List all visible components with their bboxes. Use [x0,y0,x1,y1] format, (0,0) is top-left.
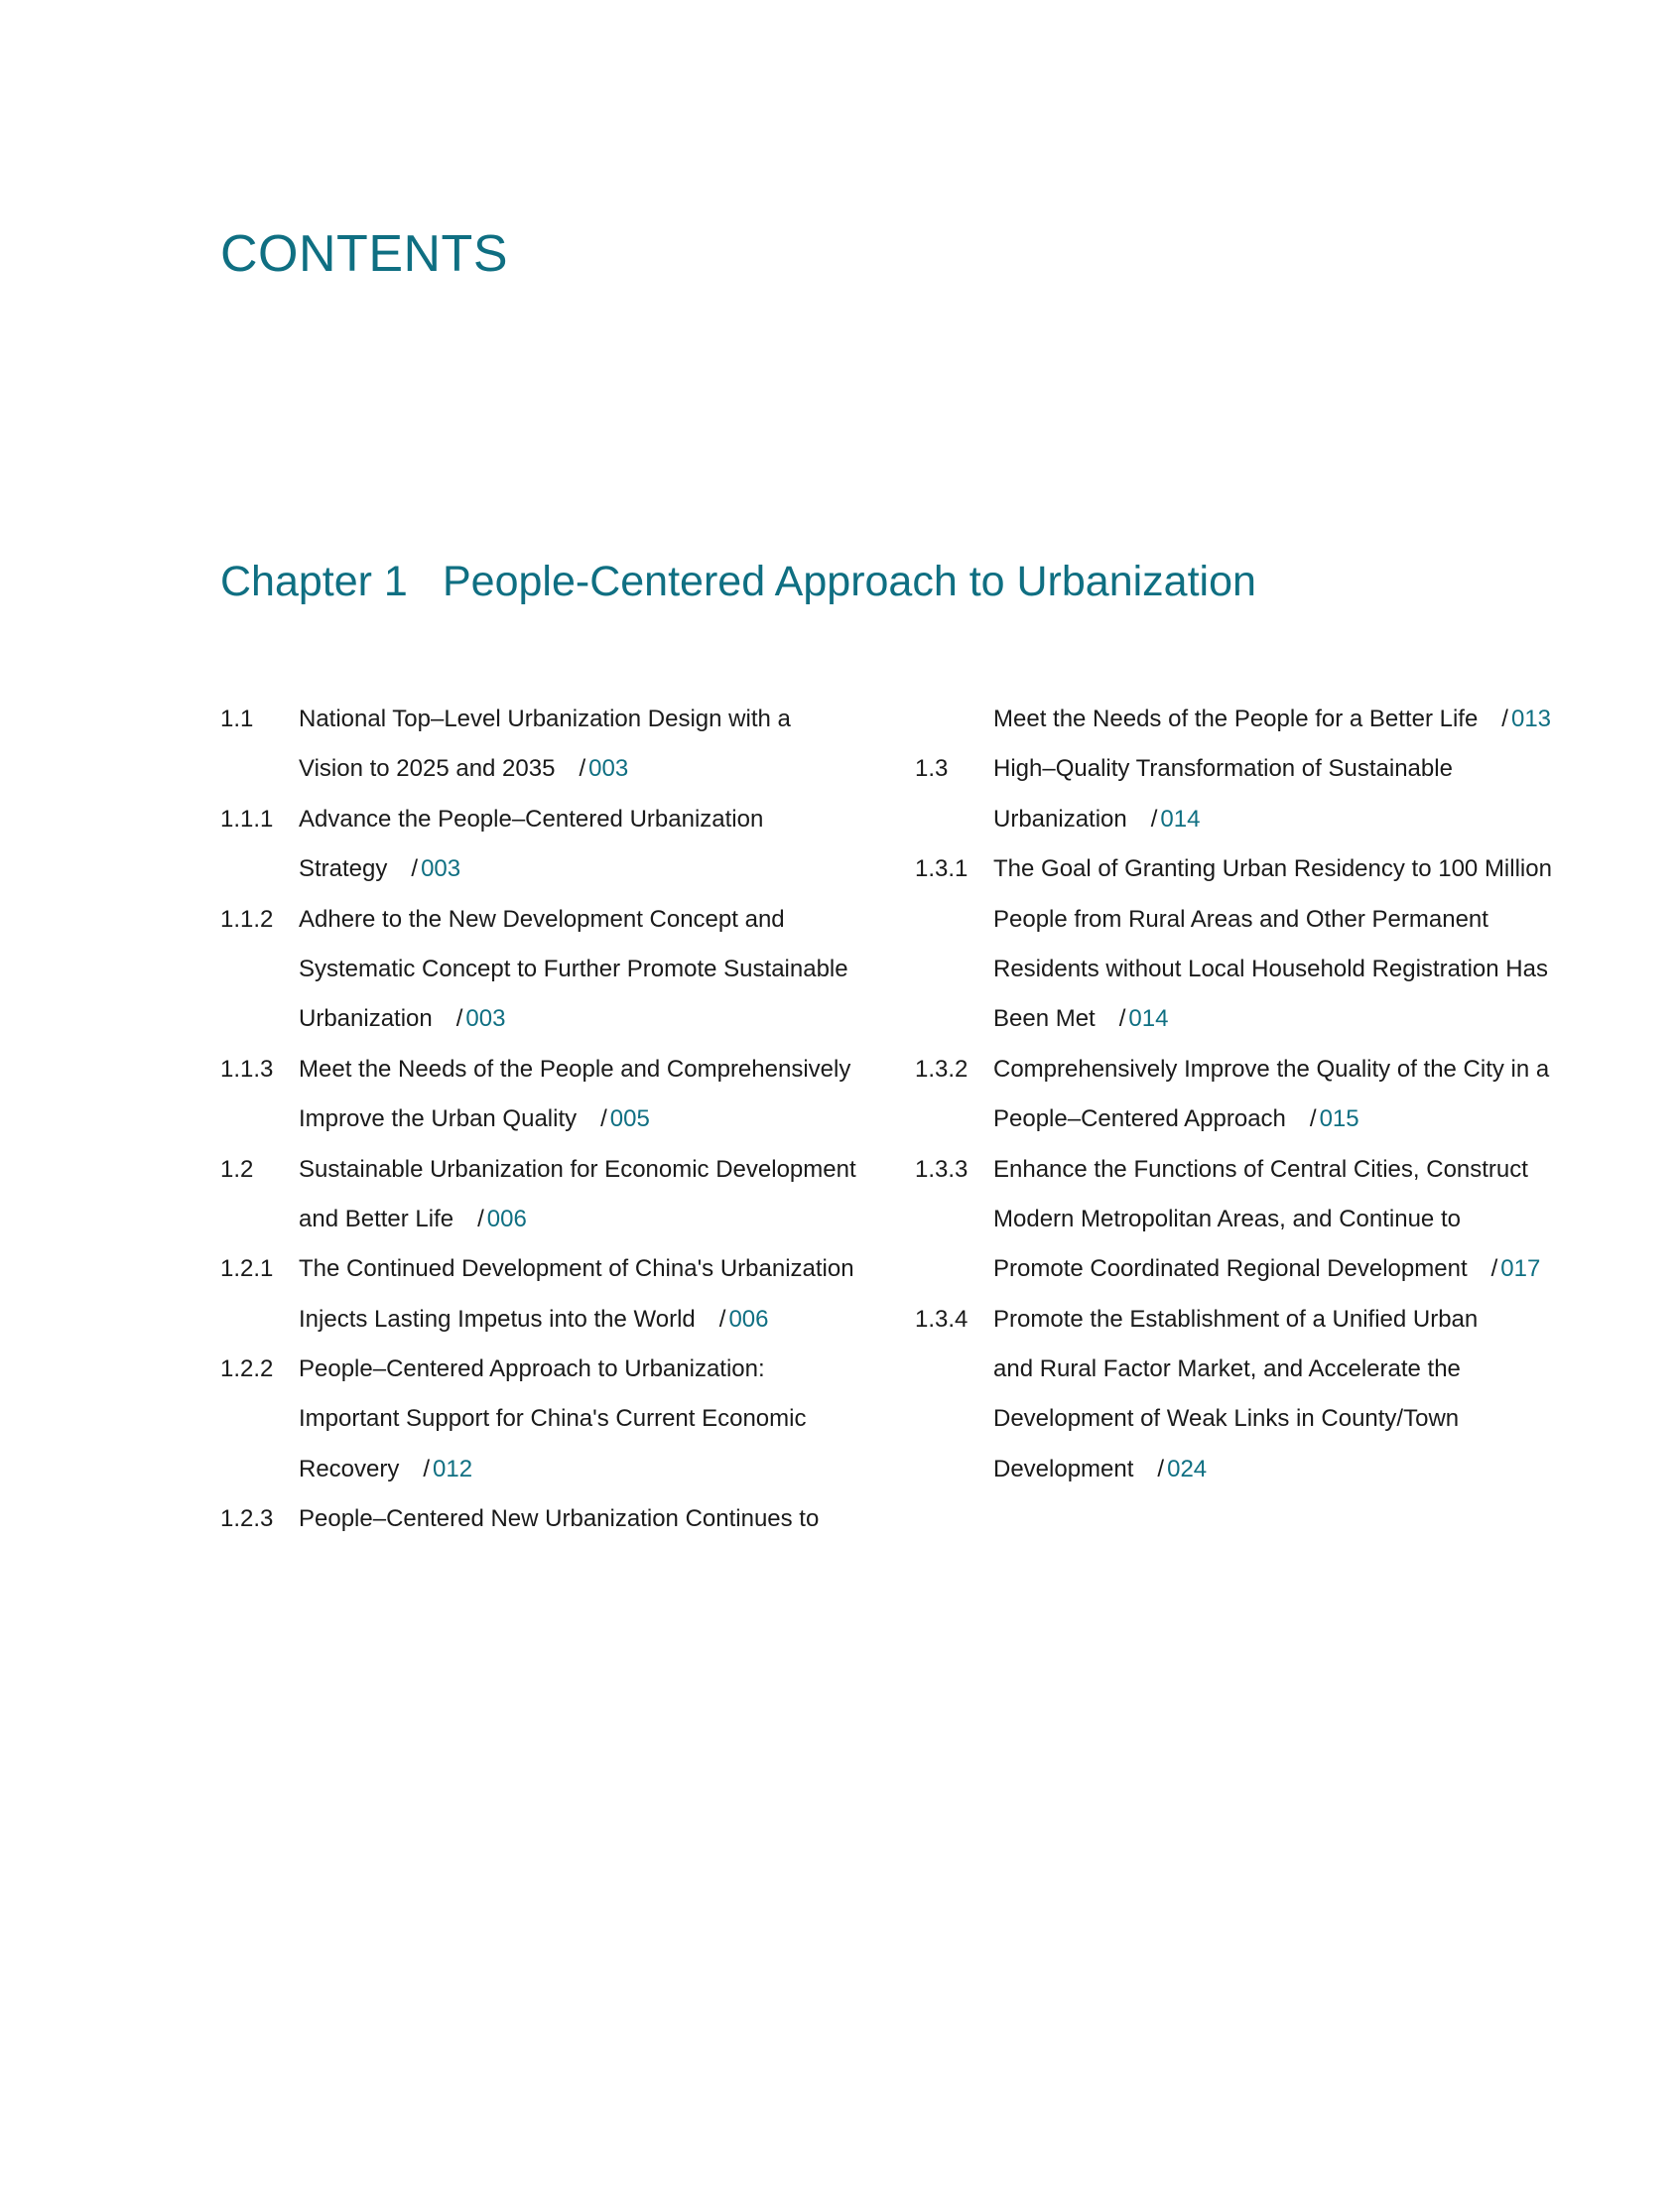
toc-line [220,795,865,844]
toc-section-number [915,1094,993,1144]
toc-line [220,895,865,945]
toc-page-ref [477,1195,527,1244]
toc-entry-text: Improve the Urban Quality [299,1105,578,1133]
toc-entry-text: Injects Lasting Impetus into the World [299,1305,696,1333]
toc-line [220,695,865,744]
toc-section-number [220,1445,299,1494]
toc-page-number: 003 [588,755,629,783]
toc-section-number [220,744,299,794]
toc-page-number: 006 [486,1205,527,1232]
toc-section-number [915,695,993,744]
toc-page-number: 014 [1160,805,1201,833]
toc-section-number [915,895,993,945]
toc-entry-text: Sustainable Urbanization for Economic Development [299,1155,856,1183]
toc-page-number: 015 [1319,1105,1359,1133]
toc-line [915,1244,1560,1294]
toc-page-ref [1119,994,1169,1044]
chapter-number: Chapter 1 [220,558,408,605]
toc-line [220,945,865,994]
toc-section-number [220,1094,299,1144]
toc-entry-text: Meet the Needs of the People for a Better Life [993,706,1479,732]
page-ref-slash: / [1501,706,1508,732]
toc-page-ref [456,994,506,1044]
toc-section-number: 1.2.3 [220,1505,274,1533]
toc-entry-text: The Goal of Granting Urban Residency to 100 Million [993,855,1552,883]
toc-line [220,744,865,794]
toc-line [220,1295,865,1345]
toc-line [220,844,865,894]
toc-page-ref [1310,1094,1359,1144]
page-ref-slash: / [1150,805,1158,833]
toc-line [220,1394,865,1444]
toc-section-number [220,994,299,1044]
toc-entry-text: Development of Weak Links in County/Town [993,1405,1460,1433]
toc-section-number [220,945,299,994]
toc-page-number: 006 [728,1305,769,1333]
toc-line [220,1195,865,1244]
toc-section-number: 1.3.4 [915,1305,969,1333]
toc-page-ref [600,1094,650,1144]
toc-section-number: 1.3.2 [915,1055,969,1083]
chapter-heading [220,558,1256,605]
toc-entry-text: Recovery [299,1455,400,1482]
toc-entry-text: Adhere to the New Development Concept and [299,905,785,933]
toc-page-number: 005 [609,1105,650,1133]
toc-page-number: 012 [433,1455,473,1482]
toc-entry-text: Vision to 2025 and 2035 [299,755,556,783]
toc-section-number [915,1394,993,1444]
toc-entry-text: People from Rural Areas and Other Permanent [993,905,1488,933]
toc-entry-text: Urbanization [993,805,1127,833]
toc-entry-text: Enhance the Functions of Central Cities, Construct [993,1155,1528,1183]
contents-title: CONTENTS [220,225,508,283]
page-ref-slash: / [1157,1455,1165,1482]
toc-section-number: 1.1.2 [220,905,274,933]
toc-section-number [915,945,993,994]
toc-page-ref [719,1295,769,1345]
page-ref-slash: / [411,855,419,883]
page-ref-slash: / [477,1205,484,1232]
toc-entry-text: Been Met [993,1005,1096,1033]
toc-line [915,994,1560,1044]
page-ref-slash: / [1309,1105,1317,1133]
toc-entry-text: Meet the Needs of the People and Comprehensively [299,1055,851,1083]
toc-line [915,945,1560,994]
toc-right-column [915,695,1560,1494]
toc-entry-text: Comprehensively Improve the Quality of the City in a [993,1055,1550,1083]
toc-line [915,1295,1560,1345]
toc-section-number [915,1445,993,1494]
toc-line [915,895,1560,945]
toc-page-ref [579,744,628,794]
toc-entry-text: Important Support for China's Current Economic [299,1405,807,1433]
toc-page-ref [411,844,460,894]
toc-page-number: 014 [1128,1005,1169,1033]
toc-line [220,1094,865,1144]
page-ref-slash: / [423,1455,431,1482]
toc-section-number: 1.2.1 [220,1255,274,1283]
page-ref-slash: / [718,1305,726,1333]
toc-entry-text: and Rural Factor Market, and Accelerate the [993,1355,1461,1383]
toc-page-ref [1501,695,1551,744]
toc-section-number: 1.1 [220,706,254,732]
toc-entry-text: People–Centered Approach [993,1105,1286,1133]
page-ref-slash: / [579,755,586,783]
toc-section-number [220,844,299,894]
toc-section-number: 1.1.1 [220,805,274,833]
toc-entry-text: Strategy [299,855,388,883]
toc-line [220,1244,865,1294]
toc-section-number [220,1195,299,1244]
toc-page-number: 017 [1500,1255,1541,1283]
toc-line [915,795,1560,844]
toc-entry-text: National Top–Level Urbanization Design with a [299,706,791,732]
toc-line [220,1445,865,1494]
page-ref-slash: / [600,1105,607,1133]
toc-section-number [915,1345,993,1394]
toc-section-number [915,795,993,844]
toc-line [220,1345,865,1394]
toc-line [915,1045,1560,1094]
toc-line [220,1494,865,1544]
toc-line [915,1195,1560,1244]
toc-left-column [220,695,865,1545]
toc-entry-text: Advance the People–Centered Urbanization [299,805,764,833]
toc-line [915,1094,1560,1144]
toc-section-number [915,1195,993,1244]
chapter-title: People-Centered Approach to Urbanization [443,558,1256,605]
toc-page-number: 003 [465,1005,506,1033]
toc-entry-text: and Better Life [299,1205,454,1232]
toc-section-number: 1.3 [915,755,949,783]
toc-line [915,1145,1560,1195]
toc-section-number: 1.1.3 [220,1055,274,1083]
toc-section-number: 1.2.2 [220,1355,274,1383]
toc-section-number [220,1295,299,1345]
toc-page-number: 024 [1167,1455,1208,1482]
toc-line [915,1394,1560,1444]
toc-entry-text: Promote Coordinated Regional Development [993,1255,1468,1283]
toc-line [915,744,1560,794]
toc-line [220,1145,865,1195]
toc-page-ref [1491,1244,1541,1294]
toc-entry-text: Promote the Establishment of a Unified Urban [993,1305,1479,1333]
toc-section-number [915,1244,993,1294]
toc-line [915,695,1560,744]
toc-entry-text: People–Centered New Urbanization Continues to [299,1505,820,1533]
toc-entry-text: Systematic Concept to Further Promote Sustainable [299,955,848,982]
toc-entry-text: People–Centered Approach to Urbanization: [299,1355,765,1383]
toc-entry-text: Modern Metropolitan Areas, and Continue to [993,1205,1461,1232]
page-ref-slash: / [1490,1255,1498,1283]
toc-entry-text: Urbanization [299,1005,433,1033]
page-ref-slash: / [1118,1005,1126,1033]
toc-section-number: 1.3.3 [915,1155,969,1183]
toc-section-number [220,1394,299,1444]
toc-page-number: 003 [421,855,461,883]
toc-entry-text: The Continued Development of China's Urbanization [299,1255,854,1283]
toc-section-number: 1.3.1 [915,855,969,883]
toc-entry-text: Residents without Local Household Registration Has [993,955,1548,982]
toc-entry-text: High–Quality Transformation of Sustainable [993,755,1453,783]
toc-section-number: 1.2 [220,1155,254,1183]
toc-line [220,994,865,1044]
toc-page-ref [423,1445,472,1494]
toc-line [915,1345,1560,1394]
toc-entry-text: Development [993,1455,1134,1482]
toc-line [915,1445,1560,1494]
toc-line [915,844,1560,894]
toc-line [220,1045,865,1094]
toc-section-number [915,994,993,1044]
toc-page-number: 013 [1510,706,1552,732]
toc-page-ref [1157,1445,1207,1494]
toc-page-ref [1151,795,1201,844]
page-ref-slash: / [455,1005,463,1033]
